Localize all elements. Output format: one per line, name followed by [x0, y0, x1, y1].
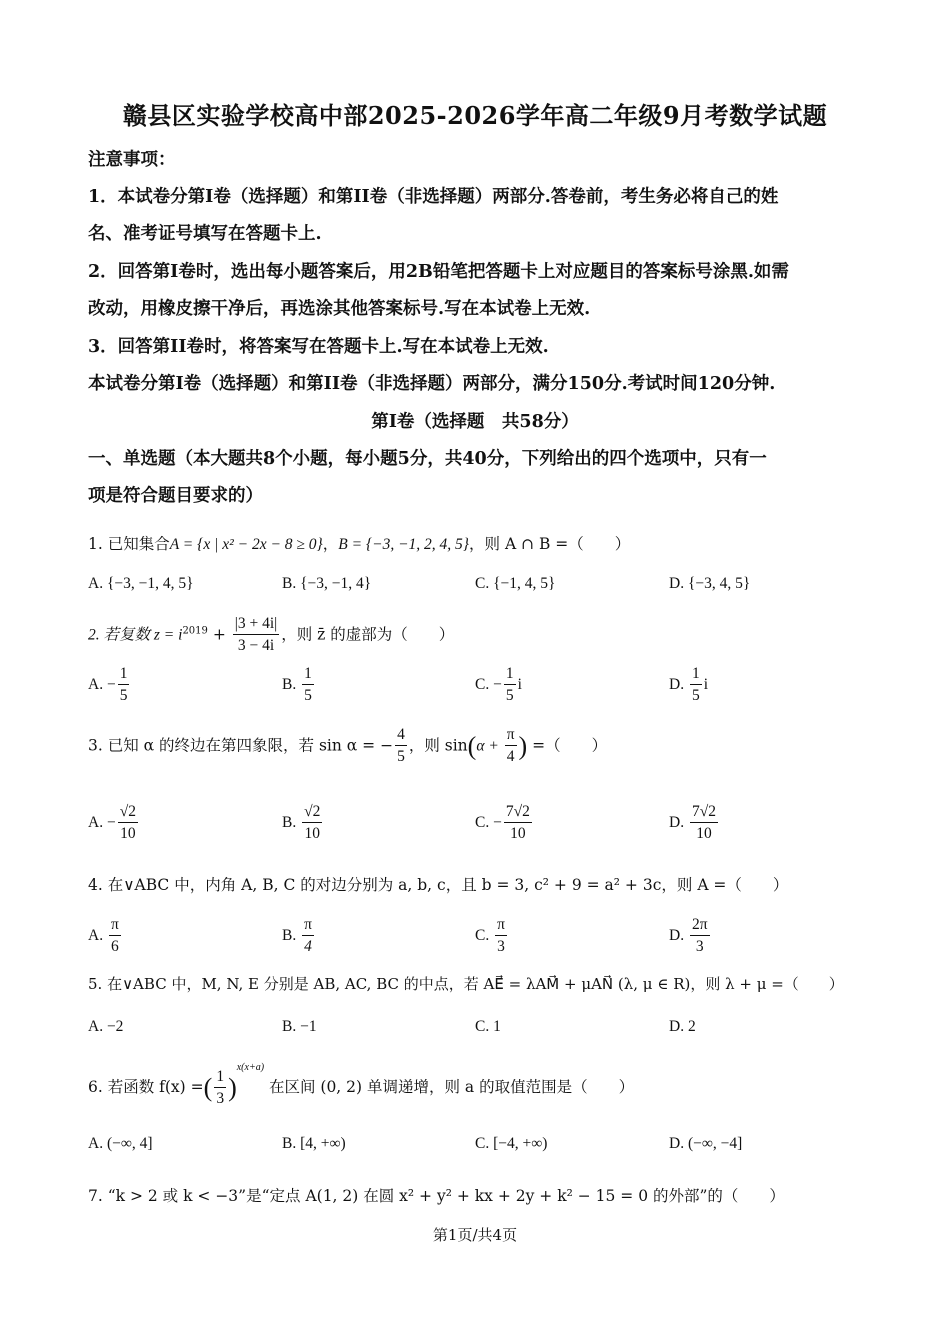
note-line-1: 1．本试卷分第I卷（选择题）和第II卷（非选择题）两部分.答卷前，考生务必将自己的姓: [88, 187, 779, 207]
note-line-3: 2．回答第I卷时，选出每小题答案后，用2B铅笔把答题卡上对应题目的答案标号涂黑.如需: [88, 262, 789, 282]
question-5-option-a: A. −2: [88, 1018, 124, 1035]
question-5-stem: 5. 在∨ABC 中，M, N, E 分别是 AB, AC, BC 的中点，若 AE⃗ = λAM⃗ + μAN⃗ (λ, μ ∈ R)，则 λ + μ =（ ）: [88, 975, 844, 993]
part-title: 第I卷（选择题 共58分）: [371, 412, 579, 432]
question-6-option-b: B. [4, +∞): [282, 1135, 346, 1152]
note-line-4: 改动，用橡皮擦干净后，再选涂其他答案标号.写在本试卷上无效.: [88, 299, 591, 319]
question-6-option-d: D. (−∞, −4]: [669, 1135, 743, 1152]
question-3-option-b: B. $\frac{√2}{10}$: [282, 803, 321, 842]
question-1-option-a: A. {−3, −1, 4, 5}: [88, 575, 194, 592]
question-5-option-b: B. −1: [282, 1018, 317, 1035]
page-title: 赣县区实验学校高中部2025-2026学年高二年级9月考数学试题: [122, 101, 828, 130]
section-heading-1: 一、单选题（本大题共8个小题，每小题5分，共40分，下列给出的四个选项中，只有一: [88, 449, 767, 469]
question-3-option-a: A. − $\frac{√2}{10}$: [88, 803, 136, 842]
question-5-option-d: D. 2: [669, 1018, 696, 1035]
question-1-stem: 1. 已知集合A = {x | x² − 2x − 8 ≥ 0}，B = {−3, −1, 2, 4, 5}，则 A ∩ B =（ ）: [88, 535, 631, 553]
question-6-option-c: C. [−4, +∞): [475, 1135, 548, 1152]
note-line-6: 本试卷分第I卷（选择题）和第II卷（非选择题）两部分，满分150分.考试时间120分钟.: [88, 374, 776, 394]
page-footer: 第1页/共4页: [432, 1226, 518, 1244]
question-1-option-c: C. {−1, 4, 5}: [475, 575, 556, 592]
question-3-stem: 3. 已知 α 的终边在第四象限，若 sin α = − $\frac{4}{5}$ ，则 sin(α + $\frac{\pi}{4}$ ) =（ ）: [88, 726, 608, 765]
section-heading-2: 项是符合题目要求的）: [88, 486, 263, 506]
question-2-option-c: C. − $\frac{1}{5}$ i: [475, 665, 522, 704]
question-5-option-c: C. 1: [475, 1018, 501, 1035]
question-6-stem: 6. 若函数 f(x) =( $\frac{1}{3}$ )$^{x(x+a)}$ 在区间 (0, 2) 单调递增，则 a 的取值范围是（ ）: [88, 1062, 635, 1107]
question-4-stem: 4. 在∨ABC 中，内角 A, B, C 的对边分别为 a, b, c，且 b = 3, c² + 9 = a² + 3c，则 A =（ ）: [88, 876, 789, 894]
note-line-2: 名、准考证号填写在答题卡上.: [88, 224, 322, 244]
question-7-stem: 7. “k > 2 或 k < −3”是“定点 A(1, 2) 在圆 x² + y² + kx + 2y + k² − 15 = 0 的外部”的（ ）: [88, 1187, 785, 1205]
question-3-option-d: D. $\frac{7√2}{10}$: [669, 803, 716, 842]
question-6-option-a: A. (−∞, 4]: [88, 1135, 153, 1152]
question-2-option-b: B. $\frac{1}{5}$: [282, 665, 312, 704]
question-1-option-d: D. {−3, 4, 5}: [669, 575, 751, 592]
question-4-option-d: D. $\frac{2\pi}{3}$: [669, 916, 708, 955]
question-4-option-c: C. $\frac{\pi}{3}$: [475, 916, 505, 955]
question-1-option-b: B. {−3, −1, 4}: [282, 575, 372, 592]
note-line-5: 3．回答第II卷时，将答案写在答题卡上.写在本试卷上无效.: [88, 337, 549, 357]
question-4-option-b: B. $\frac{\pi}{4}$: [282, 916, 312, 955]
question-4-option-a: A. $\frac{\pi}{6}$: [88, 916, 119, 955]
question-2-option-d: D. $\frac{1}{5}$ i: [669, 665, 709, 704]
question-2-stem: 2. 若复数 $z = i^{2019}$ + $\frac{|3 + 4i|}{3 - 4i}$ ，则 z̄ 的虚部为（ ）: [88, 615, 455, 654]
question-2-option-a: A. − $\frac{1}{5}$: [88, 665, 128, 704]
question-3-option-c: C. − $\frac{7√2}{10}$: [475, 803, 530, 842]
notes-heading: 注意事项：: [88, 150, 176, 170]
